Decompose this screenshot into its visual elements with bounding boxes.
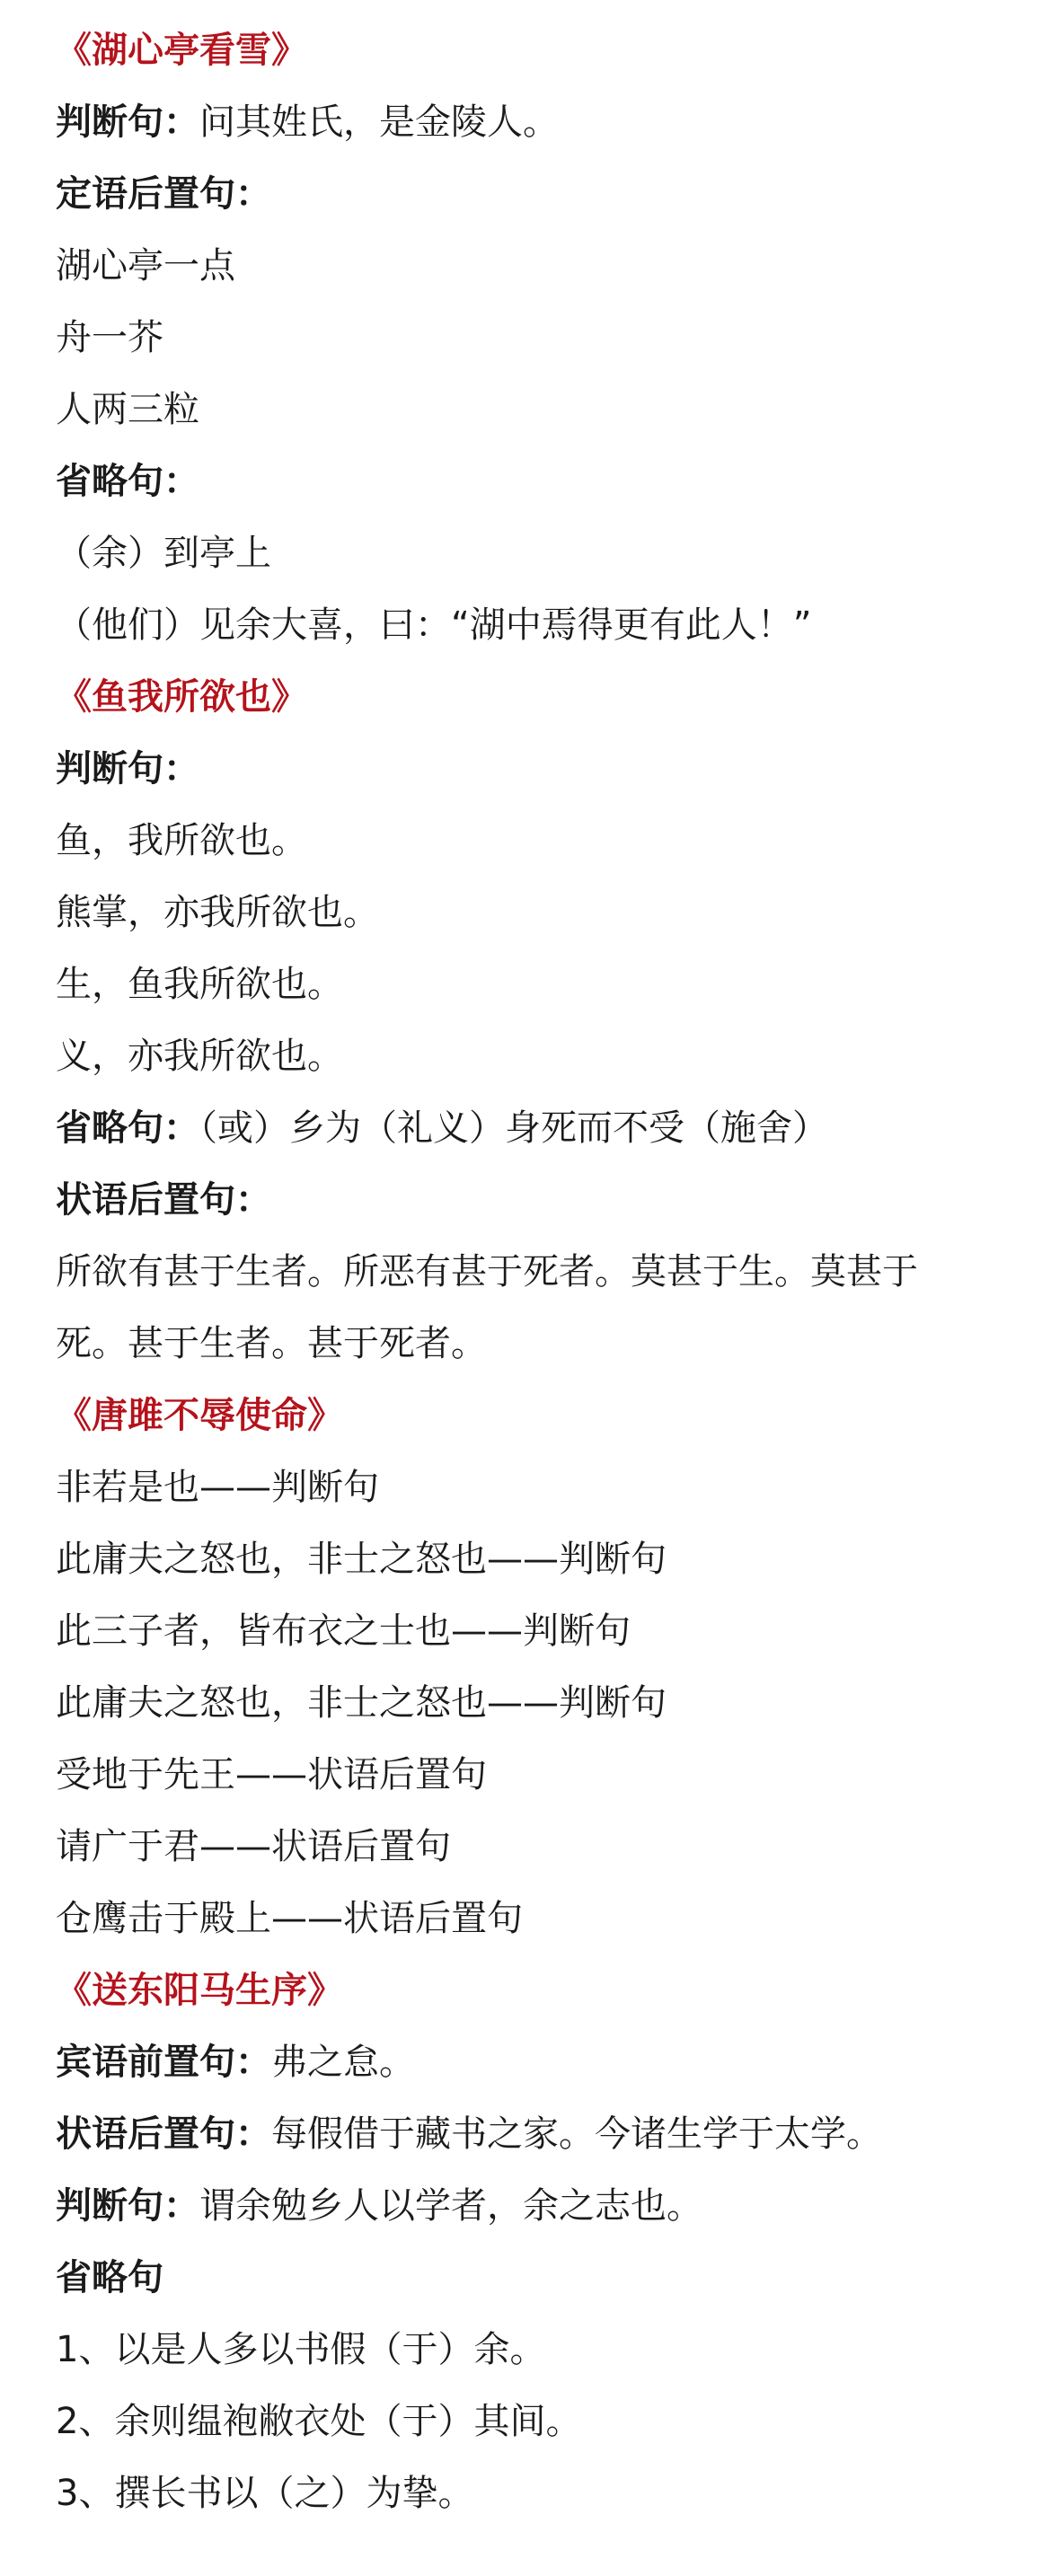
line-label: 省略句 [56, 2257, 163, 2298]
line-text: （他们）见余大喜，曰：“湖中焉得更有此人！” [56, 604, 812, 646]
line-label: 省略句： [56, 461, 199, 502]
text-line [56, 374, 1033, 446]
line-text: （或）乡为（礼义）身死而不受（施舍） [199, 1107, 828, 1149]
line-text: 问其姓氏，是金陵人。 [199, 101, 559, 143]
text-line [56, 1595, 1033, 1667]
text-line [56, 589, 1033, 661]
line-text: 此庸夫之怒也，非士之怒也——判断句 [56, 1682, 667, 1724]
line-text: 弗之怠。 [271, 2042, 415, 2083]
line-text: 1、以是人多以书假（于）余。 [56, 2329, 546, 2370]
text-line [56, 2386, 1033, 2457]
line-text: 请广于君——状语后置句 [56, 1826, 451, 1867]
text-line [56, 805, 1033, 877]
line-text: 3、撰长书以（之）为挚。 [56, 2473, 474, 2514]
line-text: 所欲有甚于生者。所恶有甚于死者。莫甚于生。莫甚于 [56, 1251, 918, 1292]
text-line [56, 1236, 1033, 1308]
text-line [56, 1451, 1033, 1523]
text-line [56, 517, 1033, 589]
text-line [56, 2314, 1033, 2386]
line-text: 此三子者，皆布衣之士也——判断句 [56, 1610, 631, 1652]
line-label: 判断句： [56, 748, 199, 790]
line-text: 义，亦我所欲也。 [56, 1036, 343, 1077]
line-text: 人两三粒 [56, 389, 199, 430]
line-text: 鱼，我所欲也。 [56, 820, 307, 861]
text-line [56, 1020, 1033, 1092]
text-line [56, 86, 1033, 158]
text-line [56, 733, 1033, 805]
line-text: 2、余则缊袍敝衣处（于）其间。 [56, 2401, 582, 2442]
text-line [56, 1523, 1033, 1595]
text-line [56, 1164, 1033, 1236]
text-line [56, 2457, 1033, 2529]
line-label: 宾语前置句： [56, 2042, 271, 2083]
line-text: 死。甚于生者。甚于死者。 [56, 1323, 487, 1364]
line-text: 受地于先王——状语后置句 [56, 1754, 487, 1795]
line-label: 状语后置句： [56, 2113, 271, 2155]
line-label: 定语后置句： [56, 173, 271, 215]
text-line [56, 2242, 1033, 2314]
section-title: 《鱼我所欲也》 [56, 676, 307, 718]
line-text: 此庸夫之怒也，非士之怒也——判断句 [56, 1539, 667, 1580]
text-line [56, 1739, 1033, 1811]
line-label: 状语后置句： [56, 1179, 271, 1221]
text-line [56, 302, 1033, 374]
text-line [56, 1092, 1033, 1164]
text-line [56, 158, 1033, 230]
line-text: 非若是也——判断句 [56, 1467, 379, 1508]
line-text: 生，鱼我所欲也。 [56, 964, 343, 1005]
text-line [56, 877, 1033, 948]
section-title: 《湖心亭看雪》 [56, 30, 307, 71]
text-line [56, 1667, 1033, 1739]
text-line [56, 230, 1033, 302]
text-line [56, 446, 1033, 517]
line-text: 湖心亭一点 [56, 245, 235, 287]
text-line [56, 948, 1033, 1020]
text-line [56, 2170, 1033, 2242]
line-text: 熊掌，亦我所欲也。 [56, 892, 379, 933]
text-line [56, 1883, 1033, 1954]
text-line [56, 1811, 1033, 1883]
line-text: 每假借于藏书之家。今诸生学于太学。 [271, 2113, 882, 2155]
line-label: 判断句： [56, 2185, 199, 2227]
section-title: 《唐雎不辱使命》 [56, 1395, 343, 1436]
line-text: 仓鹰击于殿上——状语后置句 [56, 1898, 523, 1939]
text-line [56, 2026, 1033, 2098]
line-label: 省略句： [56, 1107, 199, 1149]
text-line [56, 2098, 1033, 2170]
line-text: 谓余勉乡人以学者，余之志也。 [199, 2185, 702, 2227]
line-text: （余）到亭上 [56, 533, 271, 574]
text-line [56, 1308, 1033, 1380]
line-text: 舟一芥 [56, 317, 163, 358]
line-label: 判断句： [56, 101, 199, 143]
section-title: 《送东阳马生序》 [56, 1970, 343, 2011]
